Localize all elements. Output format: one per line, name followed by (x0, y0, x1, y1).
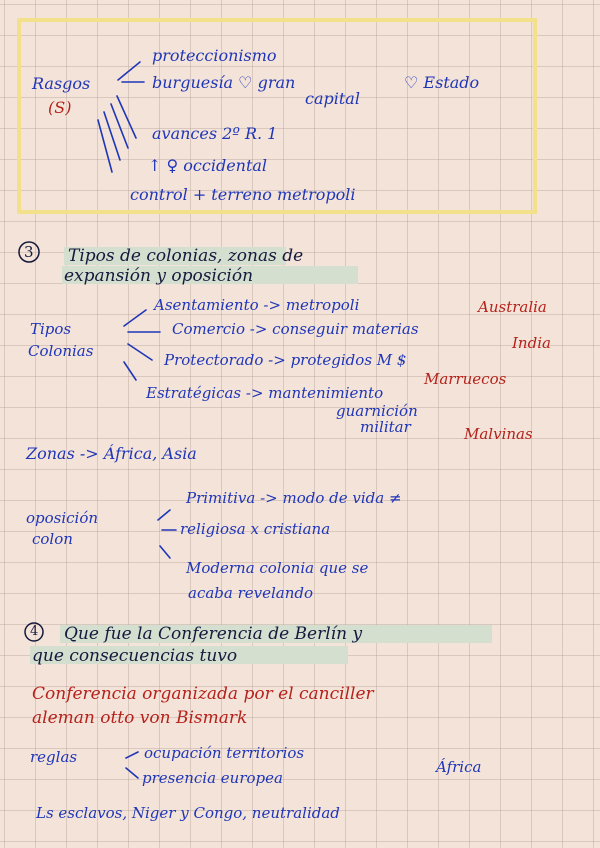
zonas-line: Zonas -> África, Asia (26, 444, 197, 463)
item-occidental: ↑ ♀ occidental (148, 156, 268, 175)
red-line-2: aleman otto von Bismark (32, 708, 248, 728)
item-burguesia: burguesía ♡ gran (152, 73, 296, 92)
tipos-label-2: Colonias (28, 342, 94, 360)
item-control: control + terreno metropoli (130, 185, 356, 204)
oposicion-primitiva: Primitiva -> modo de vida ≠ (186, 489, 402, 507)
africa-label: África (436, 758, 482, 776)
item-estado: ♡ Estado (404, 73, 480, 92)
oposicion-revelando: acaba revelando (188, 584, 314, 602)
item-avances: avances 2º R. 1 (152, 124, 278, 143)
oposicion-label-2: colon (32, 530, 73, 548)
bottom-line: Ls esclavos, Niger y Congo, neutralidad (36, 804, 340, 822)
section4-number: 4 (30, 624, 39, 639)
item-proteccionismo: proteccionismo (152, 46, 277, 65)
section3-title-line2: expansión y oposición (64, 266, 254, 286)
section4-title-line2: que consecuencias tuvo (32, 646, 238, 666)
example-australia: Australia (478, 298, 547, 316)
reglas-label: reglas (30, 748, 78, 766)
rasgos-number: (S) (48, 98, 72, 117)
oposicion-religiosa: religiosa x cristiana (180, 520, 331, 538)
section4-title-line1: Que fue la Conferencia de Berlín y (64, 624, 363, 644)
tipo-comercio: Comercio -> conseguir materias (172, 320, 419, 338)
tipo-estrategicas: Estratégicas -> mantenimiento (146, 384, 384, 402)
tipo-asentamiento: Asentamiento -> metropoli (154, 296, 360, 314)
rasgos-label: Rasgos (32, 74, 91, 93)
tipo-protectorado: Protectorado -> protegidos M $ (164, 351, 407, 369)
example-marruecos: Marruecos (424, 370, 507, 388)
regla-presencia: presencia europea (142, 769, 283, 787)
oposicion-label-1: oposición (26, 509, 99, 527)
estrategicas-line2: guarnición (336, 402, 418, 420)
red-line-1: Conferencia organizada por el canciller (32, 684, 374, 704)
section3-number: 3 (24, 243, 34, 261)
regla-ocupacion: ocupación territorios (144, 744, 305, 762)
section3-title-line1: Tipos de colonias, zonas de (68, 246, 304, 266)
estrategicas-line3: militar (360, 418, 411, 436)
item-capital: capital (305, 89, 360, 108)
tipos-label-1: Tipos (30, 320, 72, 338)
example-india: India (512, 334, 551, 352)
oposicion-moderna: Moderna colonia que se (186, 559, 369, 577)
example-malvinas: Malvinas (464, 425, 533, 443)
